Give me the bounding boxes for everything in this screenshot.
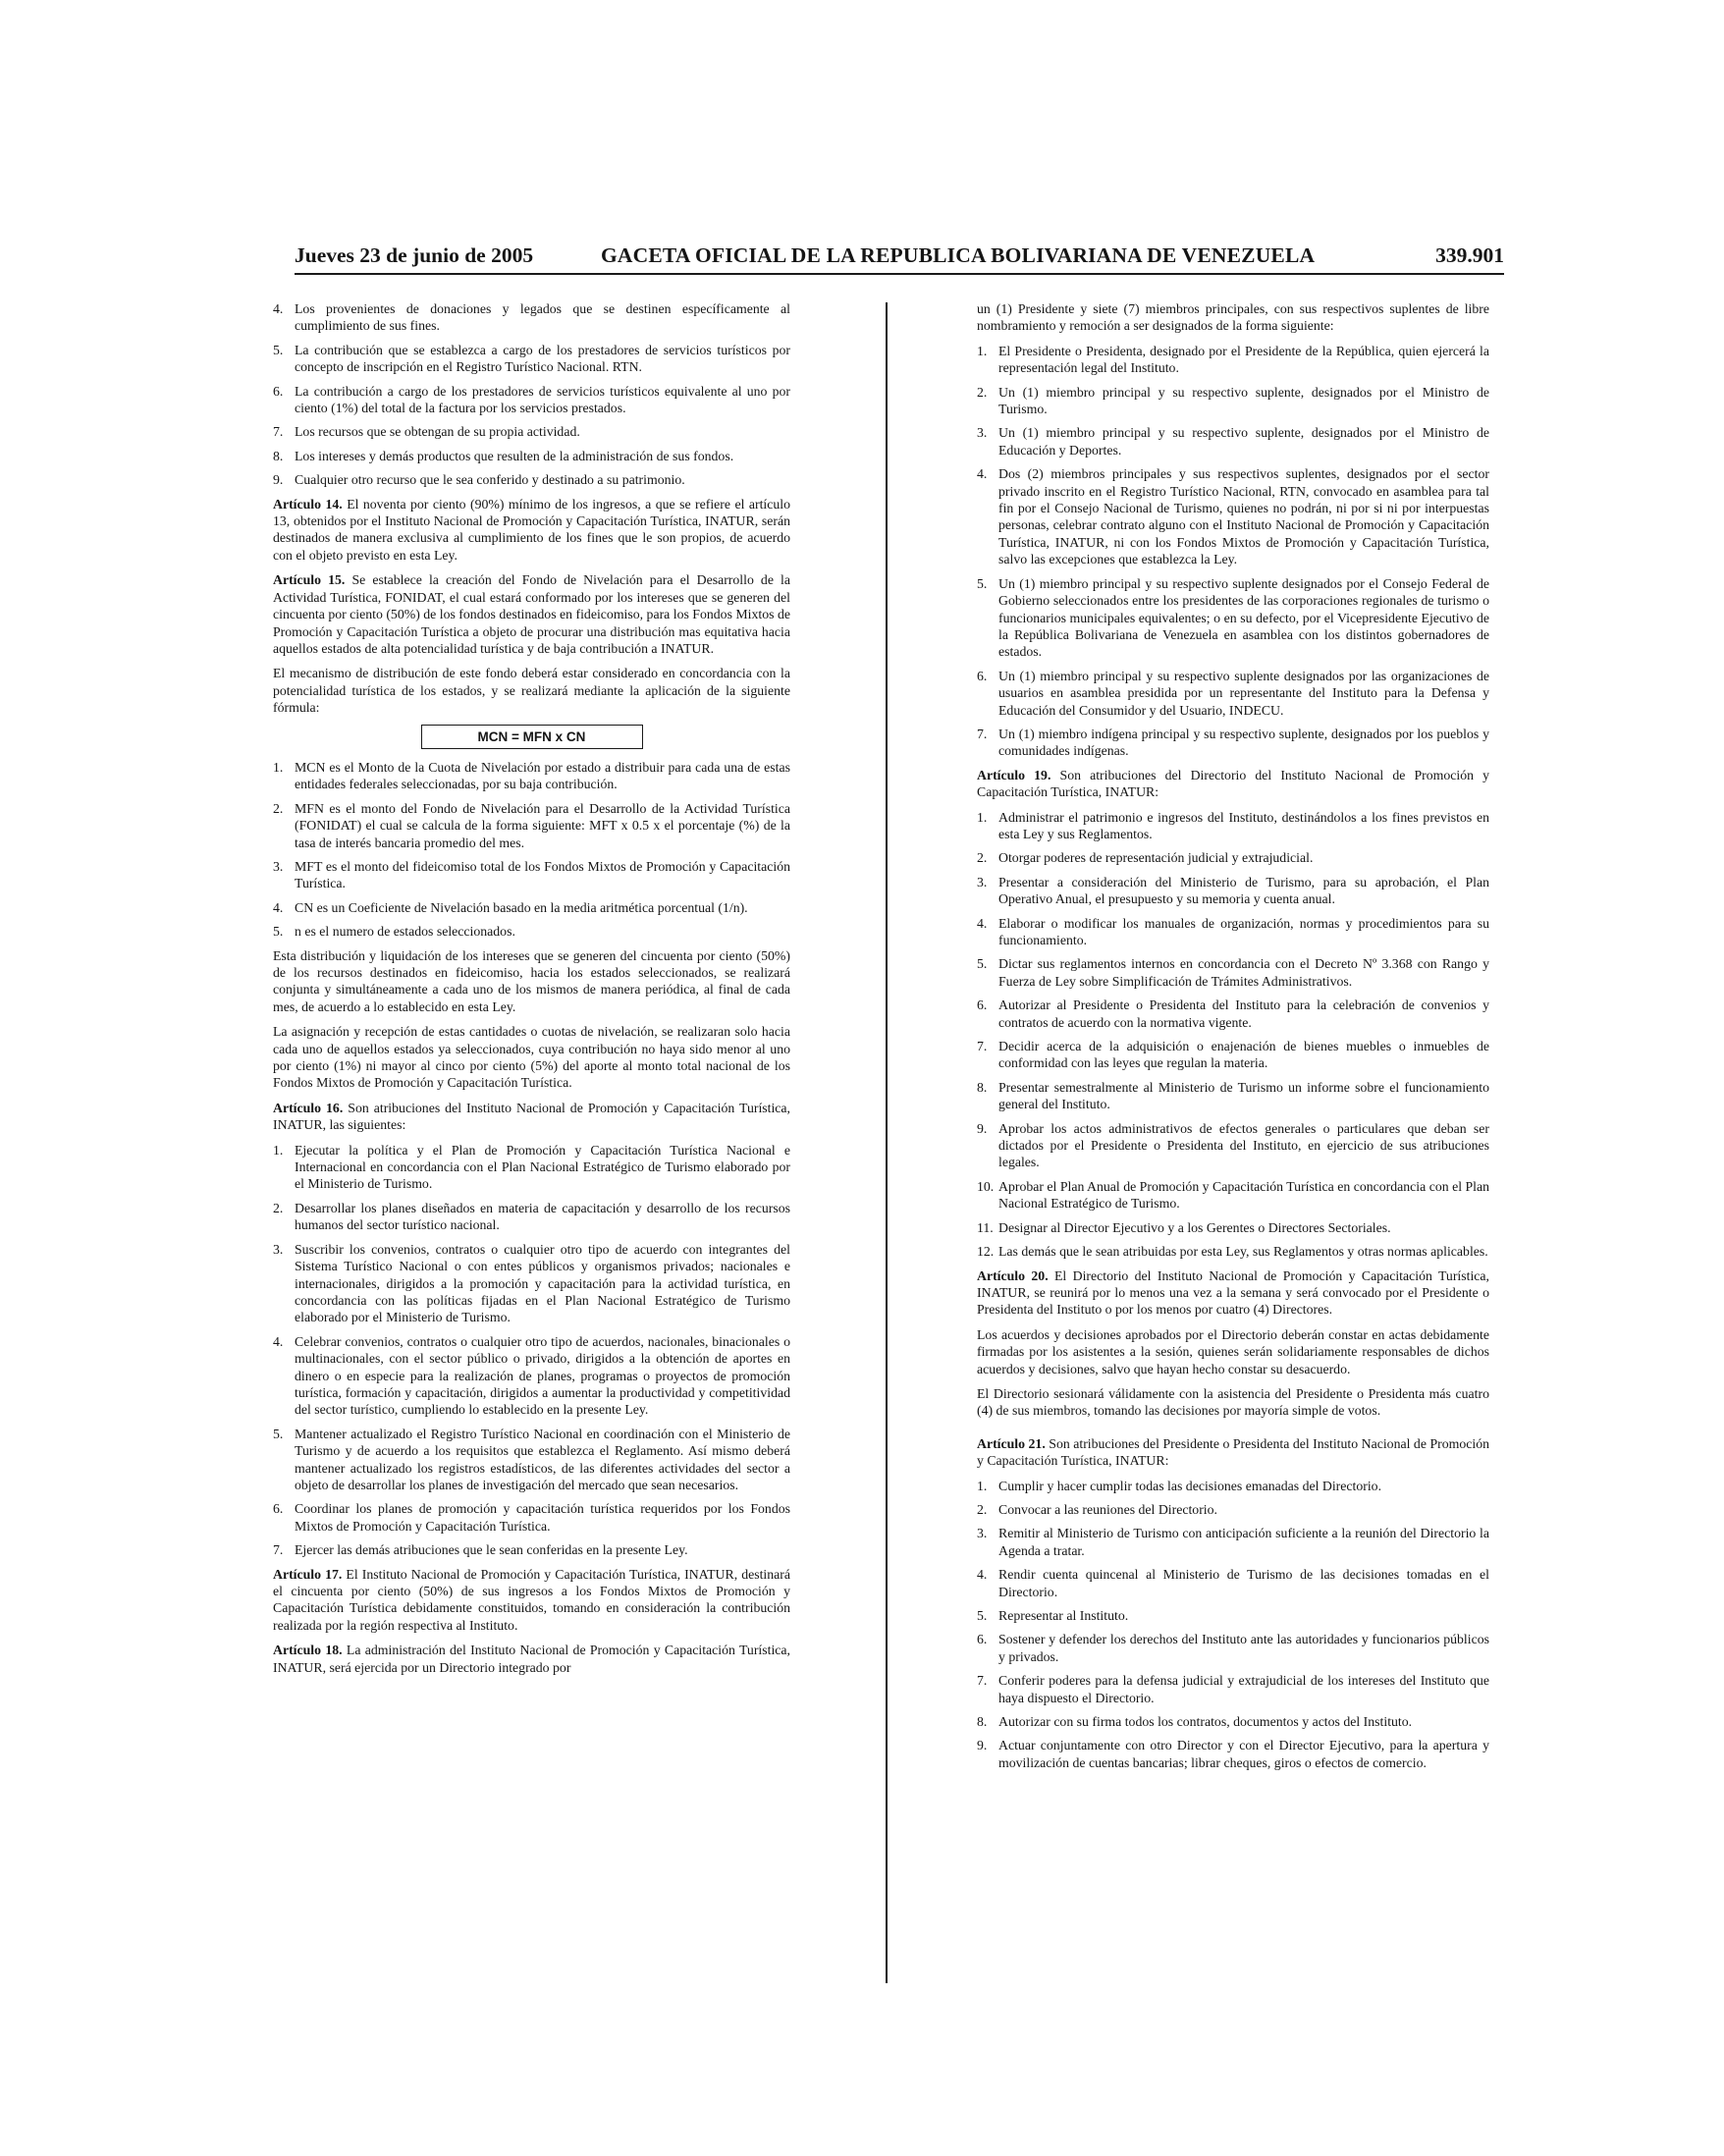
list-item-text: Los recursos que se obtengan de su propia actividad.	[295, 424, 580, 440]
list-item-text: Decidir acerca de la adquisición o enajenación de bienes muebles o inmuebles de conformidad con las leyes que regulan la materia.	[998, 1039, 1489, 1071]
list-item-text: Presentar a consideración del Ministerio de Turismo, para su aprobación, el Plan Operativo Anual, el presupuesto y su memoria y cuenta anual.	[998, 874, 1489, 907]
list-item	[977, 1525, 1489, 1559]
article-text: Son atribuciones del Presidente o Presidenta del Instituto Nacional de Promoción y Capacitación Turística, INATUR:	[977, 1435, 1489, 1469]
header-date: Jueves 23 de junio de 2005	[295, 243, 534, 267]
list-item	[977, 1219, 1489, 1236]
list-item-number: 1.	[273, 759, 284, 775]
list-item-number: 4.	[977, 1567, 988, 1583]
list-item-number: 5.	[273, 342, 284, 357]
list-item	[977, 849, 1489, 866]
list-item-text: Representar al Instituto.	[998, 1608, 1129, 1623]
list-item-number: 5.	[273, 924, 284, 940]
list-item	[273, 423, 790, 440]
article-15-paragraph: Esta distribución y liquidación de los intereses que se generen del cincuenta por ciento (50%) de los recursos destinados en fideicomiso, hacia los estados seleccionados, se realizará conjunta y simultáneamente a cada uno de los mismos de manera periódica, al final de cada mes, de acuerdo a lo establecido en esta Ley.	[273, 947, 790, 1014]
list-item-number: 7.	[977, 1673, 988, 1689]
list-item-number: 3.	[273, 1241, 284, 1257]
list-item-text: Aprobar el Plan Anual de Promoción y Capacitación Turística en concordancia con el Plan Nacional Estratégico de Turismo.	[998, 1178, 1490, 1212]
list-item	[977, 809, 1489, 843]
article-18-list	[977, 343, 1489, 760]
list-item-text: Mantener actualizado el Registro Turístico Nacional en coordinación con el Ministerio de Turismo y de acuerdo a los requisitos que establezca el Reglamento. Así mismo deberá mantener actualizado los registros estadísticos, de las diferentes actividades del sector a objeto de desarrollar los planes de investigación del mercado que sean necesarios.	[295, 1426, 790, 1492]
list-item-text: Un (1) miembro principal y su respectivo suplente, designados por el Ministro de Educación y Deportes.	[998, 425, 1489, 458]
list-item	[977, 1631, 1489, 1665]
list-item-text: Presentar semestralmente al Ministerio de Turismo un informe sobre el funcionamiento general del Instituto.	[998, 1079, 1489, 1112]
header-rule	[295, 273, 1504, 275]
list-item-number: 4.	[273, 899, 284, 915]
list-item-text: Celebrar convenios, contratos o cualquier otro tipo de acuerdos, nacionales, binacionales o multinacionales, con el sector público o privado, dirigidos a la obtención de aportes en dinero o en especie para la realización de planes, programas o proyectos de promoción turística, formación y capacitación, dirigidos a aumentar la productividad y competitividad del sector turístico, cumpliendo lo establecido en la presente Ley.	[295, 1333, 790, 1418]
list-item-number: 2.	[977, 850, 988, 866]
article-text: El Directorio del Instituto Nacional de Promoción y Capacitación Turística, INATUR, se reunirá por lo menos una vez a la semana y será convocado por el Presidente o Presidenta del Instituto o por los menos por cuatro (4) Directores.	[977, 1267, 1489, 1318]
article-label: Artículo 18.	[273, 1643, 343, 1658]
list-item-number: 2.	[977, 384, 988, 400]
article-19-list	[977, 809, 1489, 1261]
article-20-paragraph: El Directorio sesionará válidamente con la asistencia del Presidente o Presidenta más cuatro (4) de sus miembros, tomando las decisiones por mayoría simple de votos.	[977, 1385, 1489, 1419]
list-item	[977, 1672, 1489, 1706]
list-item	[977, 424, 1489, 458]
list-item-text: CN es un Coeficiente de Nivelación basado en la media aritmética porcentual (1/n).	[295, 899, 748, 915]
list-item-text: Otorgar poderes de representación judicial y extrajudicial.	[998, 850, 1314, 866]
spacer	[977, 1428, 1489, 1435]
list-item-number: 3.	[273, 858, 284, 874]
list-item-text: Administrar el patrimonio e ingresos del Instituto, destinándolos a los fines previstos en esta Ley y sus Reglamentos.	[998, 809, 1489, 841]
formula-container	[273, 725, 790, 749]
list-item-number: 4.	[977, 466, 988, 482]
list-item-text: Suscribir los convenios, contratos o cualquier otro tipo de acuerdo con integrantes del Sistema Turístico Nacional o con entes públicos y organismos privados; nacionales e internacionales, dirigidos a la promoción y capacitación para la actividad turística, en concordancia con las políticas fijadas en el Plan Nacional Estratégico de Turismo elaborado por el Ministerio de Turismo.	[295, 1241, 790, 1325]
left-column	[273, 300, 790, 1684]
list-item-text: Sostener y defender los derechos del Instituto ante las autoridades y funcionarios públicos y privados.	[998, 1632, 1489, 1664]
list-item-number: 10.	[977, 1178, 995, 1194]
list-item-text: La contribución a cargo de los prestadores de servicios turísticos equivalente al uno por ciento (1%) del total de la factura por los servicios prestados.	[295, 383, 790, 416]
article-21-list	[977, 1478, 1489, 1772]
list-item	[273, 1426, 790, 1494]
article-text: Son atribuciones del Instituto Nacional de Promoción y Capacitación Turística, INATUR, las siguientes:	[273, 1100, 791, 1133]
list-item-number: 6.	[977, 1632, 988, 1647]
list-item	[273, 1200, 790, 1234]
list-item-text: n es el numero de estados seleccionados.	[295, 924, 515, 940]
article-label: Artículo 16.	[273, 1100, 344, 1115]
list-item-number: 2.	[977, 1501, 988, 1517]
list-item-number: 3.	[977, 425, 988, 441]
list-item	[273, 1241, 790, 1326]
article-text: La administración del Instituto Nacional de Promoción y Capacitación Turística, INATUR, será ejercida por un Directorio integrado por	[273, 1643, 790, 1675]
list-item-text: MFN es el monto del Fondo de Nivelación para el Desarrollo de la Actividad Turística (FONIDAT) el cual se calcula de la forma siguiente: MFT x 0.5 x el porcentaje (%) de la tasa de interés bancaria promedio del mes.	[295, 800, 790, 850]
list-item-number: 6.	[977, 997, 988, 1013]
list-item-text: El Presidente o Presidenta, designado por el Presidente de la República, quien ejercerá la representación legal del Instituto.	[998, 343, 1489, 376]
article-label: Artículo 21.	[977, 1435, 1046, 1451]
list-item-text: Remitir al Ministerio de Turismo con anticipación suficiente a la reunión del Directorio la Agenda a tratar.	[998, 1526, 1489, 1558]
list-item	[977, 1607, 1489, 1624]
list-item-number: 11.	[977, 1219, 994, 1235]
list-item	[977, 1566, 1489, 1600]
list-item-text: Cumplir y hacer cumplir todas las decisiones emanadas del Directorio.	[998, 1478, 1382, 1493]
list-item	[977, 726, 1489, 760]
list-item-number: 5.	[977, 956, 988, 972]
article-label: Artículo 19.	[977, 767, 1051, 782]
list-item-number: 2.	[273, 1200, 284, 1215]
header-title: GACETA OFICIAL DE LA REPUBLICA BOLIVARIANA DE VENEZUELA	[601, 243, 1316, 267]
list-item	[273, 448, 790, 464]
article-16-list	[273, 1142, 790, 1559]
list-item	[977, 1501, 1489, 1518]
list-item-number: 9.	[977, 1738, 988, 1753]
list-item-number: 12.	[977, 1244, 995, 1260]
list-item-text: Conferir poderes para la defensa judicial y extrajudicial de los intereses del Instituto que haya dispuesto el Directorio.	[998, 1673, 1489, 1705]
list-item-text: Ejecutar la política y el Plan de Promoción y Capacitación Turística Nacional e Internacional en concordancia con el Plan Nacional Estratégico de Turismo elaborado por el Ministerio de Turismo.	[295, 1142, 790, 1192]
list-item	[977, 874, 1489, 908]
article-17	[273, 1566, 790, 1635]
list-item-text: MCN es el Monto de la Cuota de Nivelación por estado a distribuir para cada una de estas entidades federales seleccionadas, por su baja contribución.	[295, 759, 790, 792]
list-item-number: 5.	[977, 575, 988, 591]
list-item-number: 1.	[977, 343, 988, 358]
article-20	[977, 1267, 1489, 1319]
article-text: El noventa por ciento (90%) mínimo de los ingresos, a que se refiere el artículo 13, obtenidos por el Instituto Nacional de Promoción y Capacitación Turística, INATUR, serán destinados de manera exclusiva al cumplimiento de los fines que le son propios, de acuerdo con el objeto previsto en esta Ley.	[273, 496, 790, 563]
article-text: Son atribuciones del Directorio del Instituto Nacional de Promoción y Capacitación Turística, INATUR:	[977, 767, 1490, 800]
list-item	[273, 899, 790, 916]
list-item-text: Actuar conjuntamente con otro Director y con el Director Ejecutivo, para la apertura y movilización de cuentas bancarias; librar cheques, giros o efectos de comercio.	[998, 1738, 1489, 1770]
list-item	[977, 1079, 1489, 1113]
list-item-number: 8.	[977, 1714, 988, 1730]
list-item-text: Las demás que le sean atribuidas por esta Ley, sus Reglamentos y otras normas aplicables.	[998, 1244, 1488, 1260]
article-label: Artículo 17.	[273, 1566, 343, 1582]
list-item	[977, 1120, 1489, 1171]
page-header	[295, 243, 1504, 269]
article-text: El Instituto Nacional de Promoción y Capacitación Turística, INATUR, destinará el cincuenta por ciento (50%) de sus ingresos a los Fondos Mixtos de Promoción y Capacitación Turística debidamente constituidos, tomando en consideración la contribución realizada por la región respectiva al Instituto.	[273, 1566, 790, 1633]
article-15	[273, 571, 790, 657]
list-item-number: 2.	[273, 800, 284, 816]
list-item-text: Un (1) miembro principal y su respectivo suplente designados por el Consejo Federal de Gobierno seleccionados entre los presidentes de las corporaciones regionales de turismo o funcionarios municipales equivalentes; o en su defecto, por el Vicepresidente Ejecutivo de la República Bolivariana de Venezuela en asamblea con los distintos gobernadores de estados.	[998, 575, 1489, 660]
list-item	[977, 668, 1489, 719]
list-item	[977, 1737, 1489, 1771]
list-item-text: Designar al Director Ejecutivo y a los Gerentes o Directores Sectoriales.	[998, 1219, 1391, 1235]
list-item-number: 4.	[273, 1333, 284, 1349]
list-item	[977, 575, 1489, 661]
list-item	[977, 1038, 1489, 1072]
list-item-text: Desarrollar los planes diseñados en materia de capacitación y desarrollo de los recursos humanos del sector turístico nacional.	[295, 1200, 790, 1233]
list-item-number: 9.	[273, 472, 284, 488]
list-item	[977, 1478, 1489, 1494]
list-item-number: 8.	[977, 1079, 988, 1095]
list-item	[977, 997, 1489, 1031]
list-item-text: Coordinar los planes de promoción y capacitación turística requeridos por los Fondos Mixtos de Promoción y Capacitación Turística.	[295, 1501, 790, 1534]
article-14	[273, 496, 790, 565]
list-item-number: 1.	[977, 1478, 988, 1493]
formula-definitions-list	[273, 759, 790, 941]
article-18	[273, 1642, 790, 1676]
list-item	[977, 384, 1489, 418]
list-item	[273, 1333, 790, 1419]
page-number: 339.901	[1435, 243, 1504, 267]
list-item-number: 5.	[977, 1608, 988, 1623]
list-item-number: 1.	[977, 809, 988, 825]
list-item-text: Elaborar o modificar los manuales de organización, normas y procedimientos para su funcionamiento.	[998, 915, 1489, 947]
list-item-number: 8.	[273, 448, 284, 463]
list-item	[273, 1142, 790, 1193]
list-item-number: 3.	[977, 1526, 988, 1541]
list-item-number: 3.	[977, 874, 988, 889]
list-item-text: Cualquier otro recurso que le sea conferido y destinado a su patrimonio.	[295, 472, 685, 488]
list-item	[273, 1500, 790, 1535]
list-item	[273, 342, 790, 376]
article-15-paragraph: La asignación y recepción de estas cantidades o cuotas de nivelación, se realizaran solo hacia cada uno de aquellos estados ya seleccionados, cuya contribución no haya sido menor al uno por ciento (1%) ni mayor al cinco por ciento (5%) del aporte al monto total nacional de los Fondos Mixtos de Promoción y Capacitación Turística.	[273, 1024, 790, 1091]
formula-box: MCN = MFN x CN	[421, 725, 643, 749]
list-item-text: Dos (2) miembros principales y sus respectivos suplentes, designados por el sector privado inscrito en el Registro Turístico Nacional, RTN, convocado en asamblea para tal fin por el Consejo Nacional de Turismo, quienes no podrán, ni por si ni por interpuestas personas, celebrar contrato alguno con el Instituto Nacional de Promoción y Capacitación Turística, INATUR, ni con los Fondos Mixtos de Promoción y Capacitación Turística, salvo las excepciones que establezca la Ley.	[998, 466, 1489, 567]
list-item-text: Autorizar al Presidente o Presidenta del Instituto para la celebración de convenios y contratos de acuerdo con la normativa vigente.	[998, 997, 1489, 1030]
list-item-text: La contribución que se establezca a cargo de los prestadores de servicios turísticos por concepto de inscripción en el Registro Turístico Nacional. RTN.	[295, 342, 790, 375]
list-item-number: 7.	[273, 1542, 284, 1558]
list-item-number: 4.	[977, 915, 988, 931]
article-text: Se establece la creación del Fondo de Nivelación para el Desarrollo de la Actividad Turística, FONIDAT, el cual estará conformado por los intereses que se generen del cincuenta por ciento (50%) de los fondos destinados en fideicomiso, para los Fondos Mixtos de Promoción y Capacitación Turística a objeto de procurar una distribución mas equitativa hacia aquellos estados de alta potencialidad turística y de baja contribución a INATUR.	[273, 572, 790, 656]
list-item	[977, 955, 1489, 990]
list-item	[977, 1243, 1489, 1260]
list-item	[977, 1713, 1489, 1730]
list-item-number: 9.	[977, 1120, 988, 1136]
article-label: Artículo 15.	[273, 572, 346, 588]
list-item-text: Un (1) miembro principal y su respectivo suplente, designados por el Ministro de Turismo.	[998, 384, 1489, 417]
list-item	[273, 471, 790, 488]
list-item-text: Los provenientes de donaciones y legados que se destinen específicamente al cumplimiento de sus fines.	[295, 301, 790, 334]
list-item	[273, 1541, 790, 1558]
list-item-text: Aprobar los actos administrativos de efectos generales o particulares que deban ser dictados por el Presidente o Presidenta del Instituto, en ejercicio de sus atribuciones legales.	[998, 1120, 1489, 1170]
list-item-number: 6.	[273, 1501, 284, 1517]
list-item-text: MFT es el monto del fideicomiso total de los Fondos Mixtos de Promoción y Capacitación Turística.	[295, 858, 790, 891]
list-item-text: Rendir cuenta quincenal al Ministerio de Turismo de las decisiones tomadas en el Directorio.	[998, 1567, 1489, 1599]
list-item	[273, 858, 790, 892]
list-item-text: Convocar a las reuniones del Directorio.	[998, 1501, 1217, 1517]
list-item-number: 4.	[273, 301, 284, 316]
list-item-text: Ejercer las demás atribuciones que le sean conferidas en la presente Ley.	[295, 1542, 688, 1558]
list-item-text: Dictar sus reglamentos internos en concordancia con el Decreto Nº 3.368 con Rango y Fuerza de Ley sobre Simplificación de Trámites Administrativos.	[998, 956, 1489, 989]
list-item	[977, 1178, 1489, 1213]
article-18-continuation: un (1) Presidente y siete (7) miembros principales, con sus respectivos suplentes de libre nombramiento y remoción a ser designados de la forma siguiente:	[977, 301, 1489, 334]
article-19	[977, 767, 1489, 801]
list-item-text: Un (1) miembro principal y su respectivo suplente designados por las organizaciones de usuarios en asamblea presidida por un representante del Instituto para la Defensa y Educación del Consumidor y del Usuario, INDECU.	[998, 668, 1489, 718]
article-21	[977, 1435, 1489, 1470]
list-item-text: Los intereses y demás productos que resulten de la administración de sus fondos.	[295, 448, 734, 463]
list-item-number: 1.	[273, 1142, 284, 1158]
article-15-paragraph: El mecanismo de distribución de este fondo deberá estar considerado en concordancia con la potencialidad turística de los estados, y se realizará mediante la aplicación de la siguiente fórmula:	[273, 666, 790, 716]
list-item-number: 7.	[977, 1039, 988, 1054]
list-item-text: Un (1) miembro indígena principal y su respectivo suplente, designados por los pueblos y comunidades indígenas.	[998, 726, 1489, 759]
right-column	[977, 300, 1489, 1778]
list-item	[977, 465, 1489, 567]
list-item-number: 5.	[273, 1426, 284, 1441]
article-label: Artículo 20.	[977, 1267, 1049, 1283]
items-top-list	[273, 300, 790, 489]
list-item-text: Autorizar con su firma todos los contratos, documentos y actos del Instituto.	[998, 1714, 1413, 1730]
list-item	[273, 759, 790, 793]
article-16	[273, 1100, 790, 1134]
list-item	[273, 383, 790, 417]
list-item	[977, 915, 1489, 949]
list-item-number: 6.	[273, 383, 284, 399]
list-item	[977, 343, 1489, 377]
list-item	[273, 800, 790, 851]
list-item	[273, 923, 790, 940]
list-item-number: 6.	[977, 668, 988, 683]
column-divider	[886, 302, 888, 1983]
list-item-number: 7.	[273, 424, 284, 440]
article-label: Artículo 14.	[273, 496, 343, 512]
article-20-paragraph: Los acuerdos y decisiones aprobados por el Directorio deberán constar en actas debidamente firmadas por los asistentes a la sesión, quienes serán solidariamente responsables de dichos acuerdos y decisiones, salvo que hayan hecho constar su desacuerdo.	[977, 1326, 1489, 1376]
list-item-number: 7.	[977, 726, 988, 741]
list-item	[273, 300, 790, 335]
